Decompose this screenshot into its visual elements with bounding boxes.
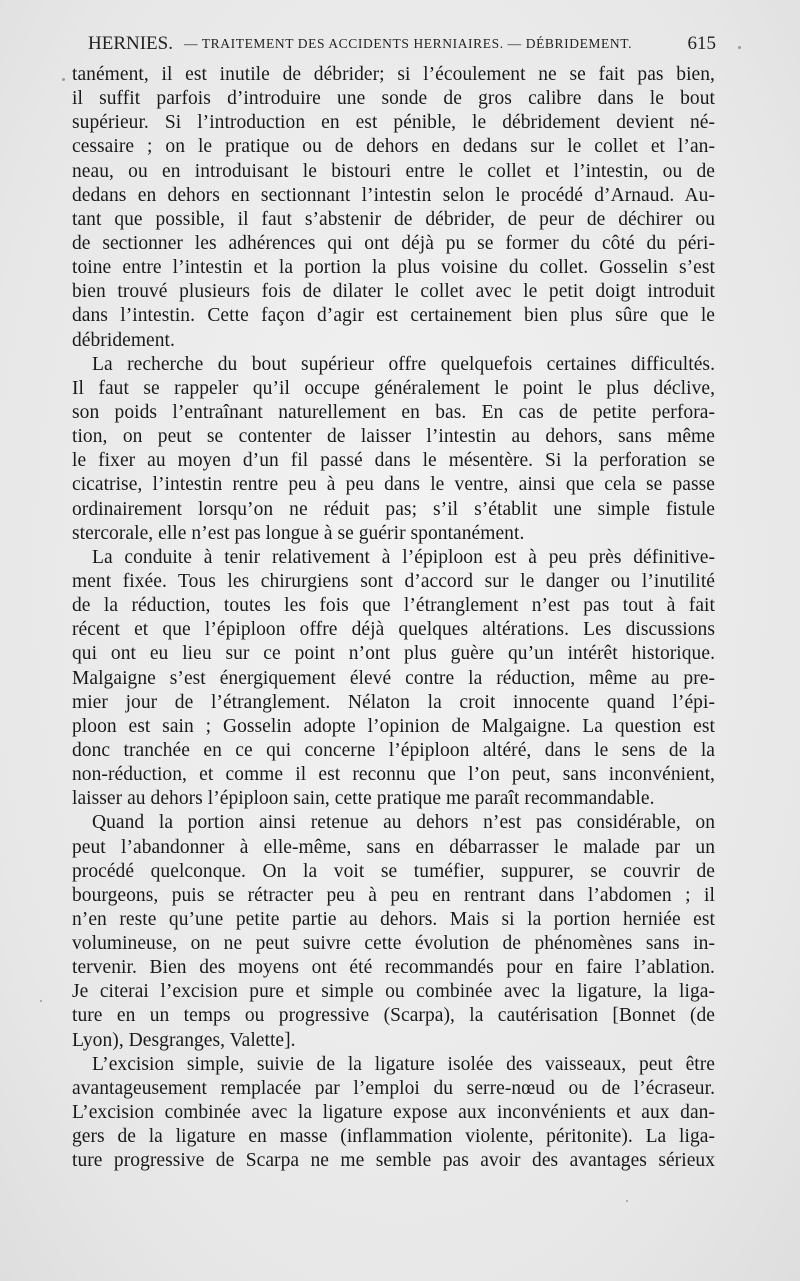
text-line: bien trouvé plusieurs fois de dilater le collet avec le petit doigt introduit (72, 281, 715, 303)
text-line: volumineuse, on ne peut suivre cette évolution de phénomènes sans in- (72, 933, 715, 955)
text-line: ture en un temps ou progressive (Scarpa), la cautérisation [Bonnet (de (72, 1005, 715, 1027)
text-line: avantageusement remplacée par l’emploi du serre-nœud ou de l’écraseur. (72, 1077, 715, 1099)
text-line: de la réduction, toutes les fois que l’étranglement n’est pas tout à fait (72, 595, 715, 617)
text-line: non-réduction, et comme il est reconnu que l’on peut, sans inconvénient, (72, 764, 715, 786)
text-line: le fixer au moyen d’un fil passé dans le mésentère. Si la perforation se (72, 450, 715, 472)
text-line: dans l’intestin. Cette façon d’agir est certainement bien plus sûre que le (72, 305, 715, 327)
text-line: ment fixée. Tous les chirurgiens sont d’accord sur le danger ou l’inutilité (72, 570, 715, 592)
text-line: Lyon), Desgranges, Valette]. (72, 1029, 296, 1051)
text-line: de sectionner les adhérences qui ont déjà pu se former du côté du péri- (72, 232, 715, 254)
text-line: tanément, il est inutile de débrider; si l’écoulement ne se fait pas bien, (72, 64, 715, 85)
text-line: toine entre l’intestin et la portion la plus voisine du collet. Gosselin s’est (72, 257, 715, 279)
text-line: récent et que l’épiploon offre déjà quelques altérations. Les discussions (72, 619, 715, 641)
text-line: tervenir. Bien des moyens ont été recommandés pour en faire l’ablation. (72, 957, 715, 979)
paper-speck (40, 1000, 42, 1002)
text-line: supérieur. Si l’introduction en est pénible, le débridement devient né- (72, 112, 715, 134)
text-line: Il faut se rappeler qu’il occupe généralement le point le plus déclive, (72, 377, 715, 399)
text-line: neau, ou en introduisant le bistouri entre le collet et l’intestin, ou de (72, 160, 715, 182)
text-line: laisser au dehors l’épiploon sain, cette pratique me paraît recommandable. (72, 788, 655, 810)
text-line: mier jour de l’étranglement. Nélaton la croit innocente quand l’épi- (72, 691, 715, 713)
text-line: ordinairement lorsqu’on ne réduit pas; s’il s’établit une simple fistule (72, 498, 715, 520)
paragraph-excision (72, 1053, 715, 1174)
page-number: 615 (687, 33, 716, 54)
text-line: L’excision simple, suivie de la ligature isolée des vaisseaux, peut être (92, 1053, 715, 1075)
text-line: tion, on peut se contenter de laisser l’intestin au dehors, sans même (72, 426, 715, 448)
text-line: ture progressive de Scarpa ne me semble pas avoir des avantages sérieux (72, 1150, 715, 1172)
paragraph-epiploon (72, 546, 715, 812)
text-line: gers de la ligature en masse (inflammation violente, péritonite). La liga- (72, 1126, 715, 1148)
text-line: Quand la portion ainsi retenue au dehors n’est pas considérable, on (92, 812, 715, 834)
text-line: dedans en dehors en sectionnant l’intestin selon le procédé d’Arnaud. Au- (72, 184, 715, 206)
text-line: stercorale, elle n’est pas longue à se guérir spontanément. (72, 522, 525, 544)
paper-speck (626, 1200, 628, 1202)
text-line: n’en reste qu’une petite partie au dehors. Mais si la portion herniée est (72, 908, 715, 930)
paragraph-portion-retenue (72, 811, 715, 1052)
paragraph-debridement (72, 63, 715, 353)
text-line: tant que possible, il faut s’abstenir de débrider, de peur de déchirer ou (72, 208, 715, 230)
header-section-title: HERNIES. (88, 33, 173, 54)
text-line: L’excision combinée avec la ligature expose aux inconvénients et aux dan- (72, 1102, 715, 1124)
text-line: cessaire ; on le pratique ou de dehors en dedans sur le collet et l’an- (72, 136, 715, 158)
text-line: procédé quelconque. On la voit se tuméfier, suppurer, se couvrir de (72, 860, 715, 882)
text-line: ploon est sain ; Gosselin adopte l’opinion de Malgaigne. La question est (72, 715, 715, 737)
body-text (72, 63, 715, 1173)
header-chapter-title: — TRAITEMENT DES ACCIDENTS HERNIAIRES. — DÉBRIDEMENT. (184, 36, 633, 51)
paper-speck (62, 78, 65, 81)
text-line: cicatrise, l’intestin rentre peu à peu dans le ventre, ainsi que cela se passe (72, 474, 715, 496)
text-line: La conduite à tenir relativement à l’épiploon est à peu près définitive- (92, 546, 715, 568)
text-line: débridement. (72, 329, 175, 351)
paragraph-bout-superieur (72, 353, 715, 546)
paper-speck (738, 46, 741, 49)
text-line: donc tranchée en ce qui concerne l’épiploon altéré, dans le sens de la (72, 739, 715, 761)
text-line: son poids l’entraînant naturellement en bas. En cas de petite perfora- (72, 401, 715, 423)
text-line: peut l’abandonner à elle-même, sans en débarrasser le malade par un (72, 836, 715, 858)
running-head (88, 31, 716, 57)
text-line: il suffit parfois d’introduire une sonde de gros calibre dans le bout (72, 88, 715, 110)
text-line: La recherche du bout supérieur offre quelquefois certaines difficultés. (92, 353, 715, 375)
text-line: bourgeons, puis se rétracter peu à peu en rentrant dans l’abdomen ; il (72, 884, 715, 906)
text-line: qui ont eu lieu sur ce point n’ont plus guère qu’un intérêt historique. (72, 643, 715, 665)
text-line: Je citerai l’excision pure et simple ou combinée avec la ligature, la liga- (72, 981, 715, 1003)
text-line: Malgaigne s’est énergiquement élevé contre la réduction, même au pre- (72, 667, 715, 689)
